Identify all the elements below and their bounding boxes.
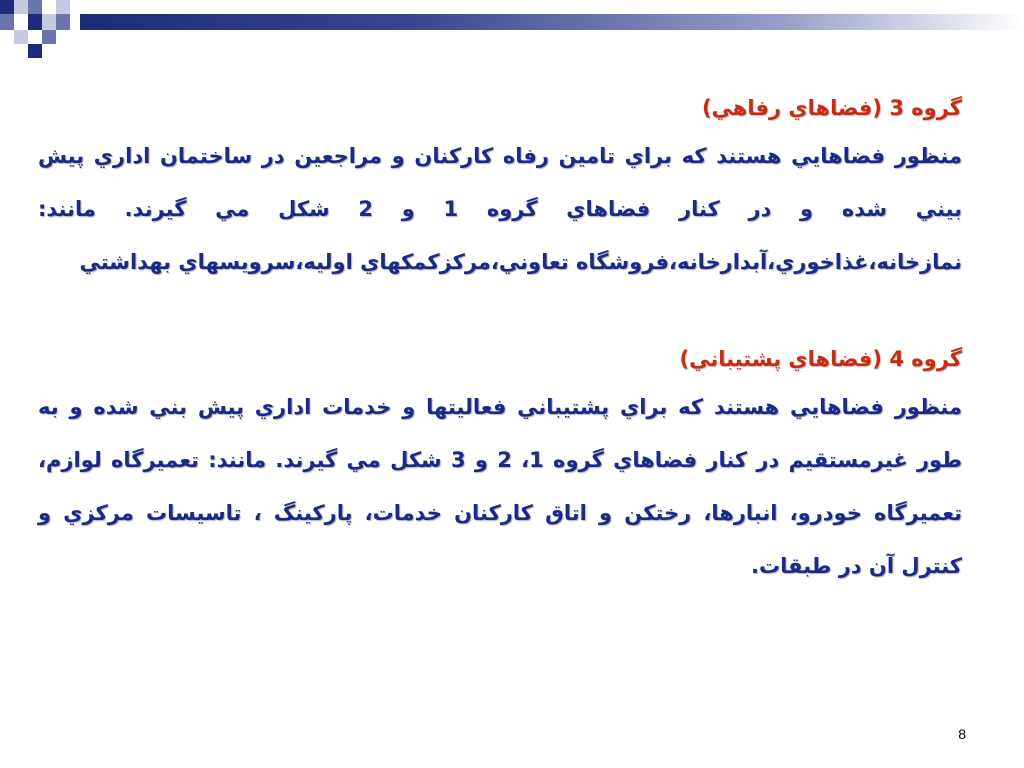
deco-square xyxy=(28,14,42,30)
deco-square xyxy=(0,0,14,14)
deco-square xyxy=(28,44,42,58)
deco-square xyxy=(56,14,70,30)
deco-square xyxy=(14,30,28,44)
group4-title: گروه 4 (فضاهاي پشتيباني) xyxy=(679,347,962,371)
header-gradient-bar xyxy=(80,14,1024,30)
group4-body: منظور فضاهايي هستند که براي پشتيباني فعاليتها و خدمات اداري پيش بني شده و به طور غيرمستقيم در کنار فضاهاي گروه 1، 2 و 3 شکل مي گيرند. مانند: تعميرگاه لوازم، تعميرگاه خودرو، انبارها، رختکن و اتاق کارکنان خدمات، پارکينگ ، تاسيسات مرکزي و کنترل آن در طبقات. xyxy=(38,395,962,578)
deco-square xyxy=(42,14,56,30)
group3-title: گروه 3 (فضاهاي رفاهي) xyxy=(701,96,962,120)
deco-square xyxy=(28,0,42,14)
page-number: 8 xyxy=(958,726,966,742)
deco-square xyxy=(14,0,28,14)
group3-body: منظور فضاهايي هستند که براي تامين رفاه کارکنان و مراجعين در ساختمان اداري پيش بيني شده و در کنار فضاهاي گروه 1 و 2 شکل مي گيرند. مانند: نمازخانه،غذاخوري،آبدارخانه،فروشگاه تعاوني،مرکزکمکهاي اوليه،سرويسهاي بهداشتي xyxy=(38,144,962,274)
deco-square xyxy=(0,14,14,30)
deco-square xyxy=(42,30,56,44)
deco-square xyxy=(56,0,70,14)
slide-content xyxy=(38,86,962,593)
header-decoration xyxy=(0,0,1024,60)
section-spacer xyxy=(38,289,962,337)
